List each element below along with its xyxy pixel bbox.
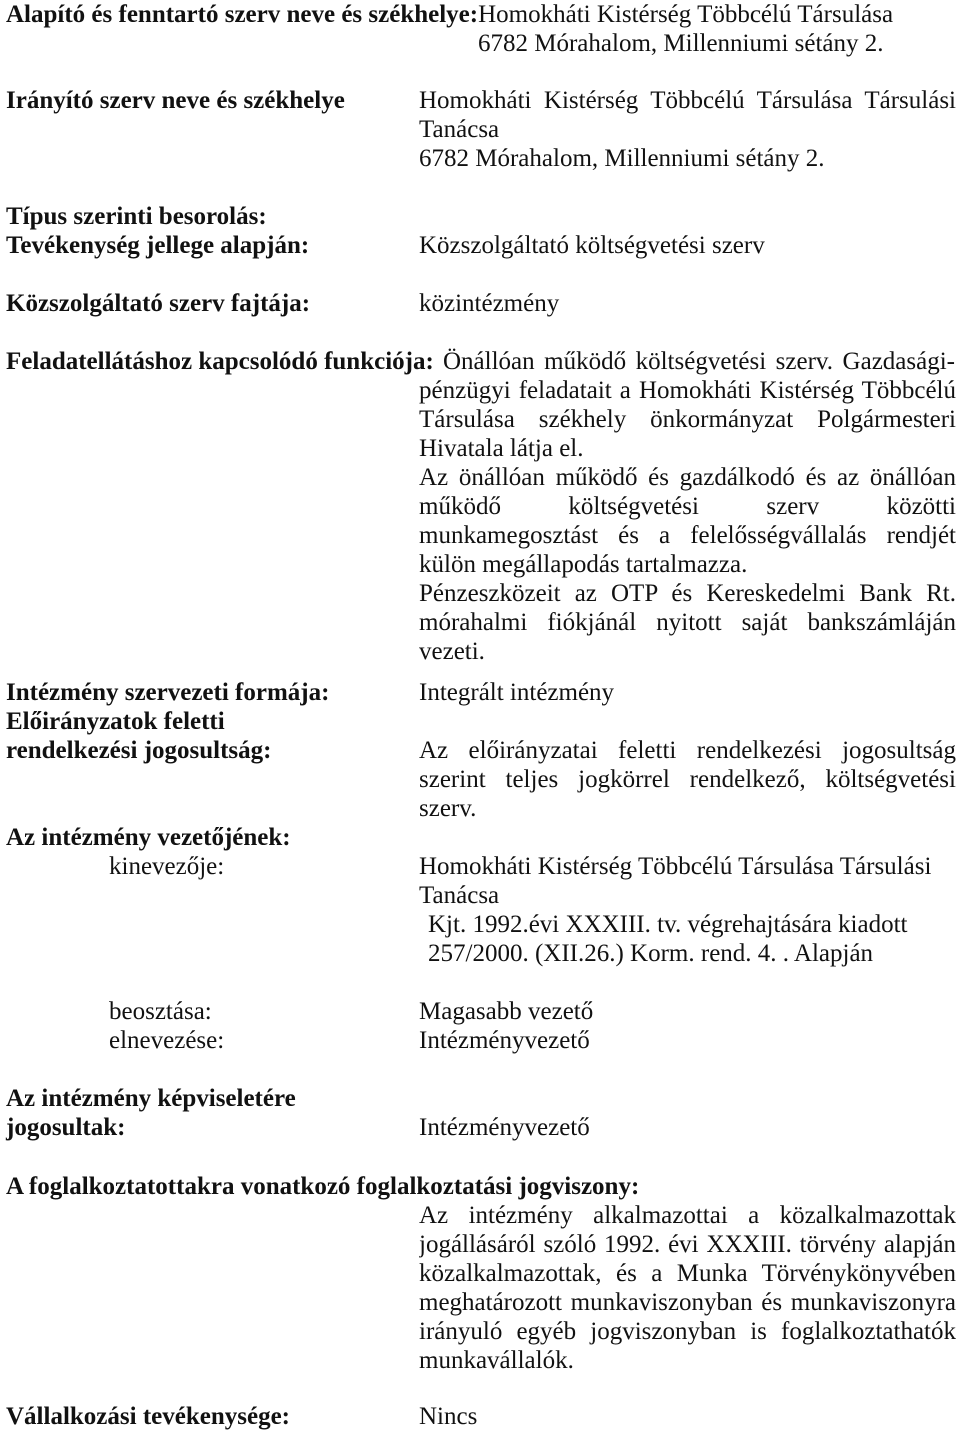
appropriations-line: szerv. xyxy=(419,795,477,822)
classification-heading: Típus szerinti besorolás: xyxy=(6,203,267,230)
legal-basis-line: 257/2000. (XII.26.) Korm. rend. 4. . Alapján xyxy=(428,940,874,967)
founder-label: Alapító és fenntartó szerv neve és székhelye: xyxy=(6,1,479,28)
function-paragraph xyxy=(419,376,956,666)
business-label: Vállalkozási tevékenysége: xyxy=(6,1403,290,1430)
governing-line: Tanácsa xyxy=(419,116,500,143)
appropriations-label xyxy=(6,707,272,765)
function-line: Önállóan működő költségvetési szerv. Gazdasági- xyxy=(443,348,955,375)
employment-paragraph xyxy=(419,1201,956,1375)
legal-basis xyxy=(428,910,907,968)
function-line: mórahalmi fiókjánál nyitott saját bankszámláján xyxy=(419,609,956,636)
appointer-line: Tanácsa xyxy=(419,882,500,909)
function-line: Hivatala látja el. xyxy=(419,435,584,462)
position-value: Magasabb vezető xyxy=(419,998,594,1025)
function-line: Társulása székhely önkormányzat Polgármesteri xyxy=(419,406,956,433)
title-label: elnevezése: xyxy=(109,1027,225,1054)
governing-line: 6782 Mórahalom, Millenniumi sétány 2. xyxy=(419,145,825,172)
function-line: pénzügyi feladatait a Homokháti Kistérség Többcélú xyxy=(419,377,956,404)
founder-address: 6782 Mórahalom, Millenniumi sétány 2. xyxy=(478,30,884,57)
founder-name: Homokháti Kistérség Többcélú Társulása xyxy=(478,1,894,28)
governing-value xyxy=(419,86,956,173)
function-line: működő költségvetési szerv közötti xyxy=(419,493,956,520)
appropriations-label-line: rendelkezési jogosultság: xyxy=(6,737,272,764)
governing-label: Irányító szerv neve és székhelye xyxy=(6,87,345,114)
appropriations-value xyxy=(419,736,956,823)
function-line: munkamegosztást és a felelősségvállalás rendjét xyxy=(419,522,956,549)
title-value: Intézményvezető xyxy=(419,1027,590,1054)
appropriations-line: szerint teljes jogkörrel rendelkező, költségvetési xyxy=(419,766,956,793)
function-label: Feladatellátáshoz kapcsolódó funkciója: xyxy=(6,348,434,375)
position-label: beosztása: xyxy=(109,998,212,1025)
function-line: vezeti. xyxy=(419,638,485,665)
legal-basis-line: Kjt. 1992.évi XXXIII. tv. végrehajtására kiadott xyxy=(428,911,908,938)
function-line: Pénzeszközeit az OTP és Kereskedelmi Bank Rt. xyxy=(419,580,956,607)
representation-label-line: jogosultak: xyxy=(6,1114,126,1141)
kind-label: Közszolgáltató szerv fajtája: xyxy=(6,290,311,317)
org-form-value: Integrált intézmény xyxy=(419,679,615,706)
appropriations-label-line: Előirányzatok feletti xyxy=(6,708,225,735)
representation-label xyxy=(6,1084,296,1142)
governing-line: Homokháti Kistérség Többcélú Társulása Társulási xyxy=(419,87,956,114)
appointer-label: kinevezője: xyxy=(109,853,225,880)
org-form-label: Intézmény szervezeti formája: xyxy=(6,679,330,706)
function-line: Az önállóan működő és gazdálkodó és az önállóan xyxy=(419,464,956,491)
employment-line: közalkalmazottak, és a Munka Törvénykönyvében xyxy=(419,1260,956,1287)
employment-label: A foglalkoztatottakra vonatkozó foglalkoztatási jogviszony: xyxy=(6,1173,640,1200)
kind-value: közintézmény xyxy=(419,290,560,317)
appointer-value xyxy=(419,852,956,910)
activity-value: Közszolgáltató költségvetési szerv xyxy=(419,232,765,259)
business-value: Nincs xyxy=(419,1403,478,1430)
employment-line: munkavállalók. xyxy=(419,1347,574,1374)
employment-line: meghatározott munkaviszonyban és munkaviszonyra xyxy=(419,1289,956,1316)
head-heading: Az intézmény vezetőjének: xyxy=(6,824,291,851)
employment-line: irányuló egyéb jogviszonyban is foglalkoztathatók xyxy=(419,1318,956,1345)
representation-label-line: Az intézmény képviseletére xyxy=(6,1085,296,1112)
appointer-line: Homokháti Kistérség Többcélú Társulása Társulási xyxy=(419,853,932,880)
activity-label: Tevékenység jellege alapján: xyxy=(6,232,310,259)
appropriations-line: Az előirányzatai feletti rendelkezési jogosultság xyxy=(419,737,956,764)
employment-line: jogállásáról szóló 1992. évi XXXIII. törvény alapján xyxy=(419,1231,956,1258)
employment-line: Az intézmény alkalmazottai a közalkalmazottak xyxy=(419,1202,956,1229)
representation-value: Intézményvezető xyxy=(419,1114,590,1141)
founder-row xyxy=(6,0,893,29)
function-line: külön megállapodás tartalmazza. xyxy=(419,551,748,578)
